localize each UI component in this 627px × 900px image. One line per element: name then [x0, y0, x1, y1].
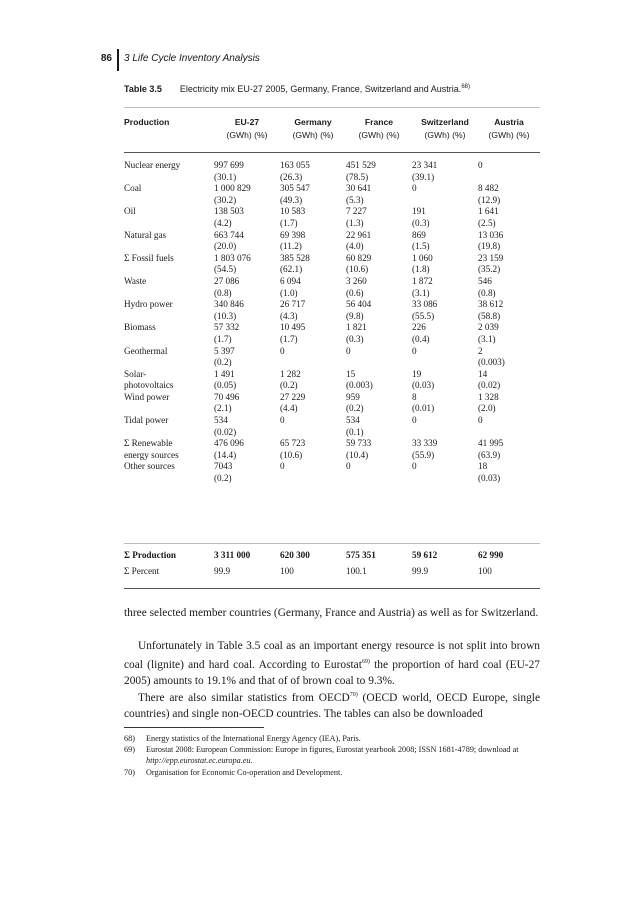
table-row — [124, 438, 540, 450]
table-row — [124, 253, 540, 265]
table-row — [124, 461, 540, 473]
totals-row — [124, 547, 540, 563]
totals-cell-switzerland: 59 612 — [412, 550, 438, 560]
row-label — [124, 311, 214, 323]
row-label — [124, 427, 214, 439]
cell-austria: (2.0) — [478, 403, 496, 414]
table-label: Table 3.5 — [124, 84, 162, 94]
row-label — [124, 264, 214, 276]
cell-eu27: 997 699 — [214, 160, 244, 170]
cell-switzerland: 0 — [412, 415, 417, 426]
cell-france: (10.6) — [346, 264, 369, 275]
cell-austria: 41 995 — [478, 438, 504, 449]
cell-austria: 1 328 — [478, 391, 499, 402]
table-row — [124, 403, 540, 415]
footnote — [124, 733, 540, 744]
footnote — [124, 767, 540, 778]
cell-eu27: 70 496 — [214, 391, 240, 402]
paragraph-3-text-b: (OECD world, OECD Europe, single countries) and single non-OECD countries. The tables can also be downloaded — [124, 691, 540, 721]
totals-cell-eu27: 99.9 — [214, 566, 231, 576]
cell-germany: (1.7) — [280, 217, 298, 228]
cell-switzerland: (1.8) — [412, 264, 430, 275]
table-totals — [124, 547, 540, 579]
body-paragraph-2 — [124, 638, 540, 690]
table-totals-rule — [124, 543, 540, 544]
cell-eu27: (0.2) — [214, 473, 232, 484]
cell-switzerland — [412, 427, 478, 439]
row-label: Biomass — [124, 322, 156, 333]
cell-germany — [280, 427, 346, 439]
cell-austria: (0.003) — [478, 357, 505, 368]
footnote-rule — [124, 727, 264, 728]
row-label: photovoltaics — [124, 380, 174, 391]
cell-eu27: (1.7) — [214, 333, 232, 344]
cell-eu27: (20.0) — [214, 241, 237, 252]
row-label — [124, 403, 214, 415]
cell-switzerland: 8 — [412, 391, 417, 402]
row-label — [124, 334, 214, 346]
cell-austria: 14 — [478, 368, 488, 379]
cell-switzerland: (0.01) — [412, 403, 435, 414]
cell-france: 30 641 — [346, 183, 372, 194]
cell-switzerland: 0 — [412, 345, 417, 356]
cell-germany: 27 229 — [280, 391, 306, 402]
footnote-text: Organisation for Economic Co-operation and Development. — [146, 767, 343, 777]
footnote-ref: 69) — [361, 659, 370, 666]
cell-eu27: (14.4) — [214, 449, 237, 460]
cell-france: (0.3) — [346, 333, 364, 344]
totals-cell-germany: 620 300 — [280, 550, 310, 560]
cell-france: 15 — [346, 368, 356, 379]
cell-eu27: (0.2) — [214, 357, 232, 368]
cell-germany: 0 — [280, 461, 285, 472]
cell-germany: 65 723 — [280, 438, 306, 449]
cell-germany — [280, 357, 346, 369]
cell-germany: 305 547 — [280, 183, 310, 194]
cell-switzerland: 0 — [412, 461, 417, 472]
column-header-switzerland: Switzerland (GWh) (%) — [421, 117, 469, 140]
totals-label: Σ Production — [124, 550, 177, 560]
cell-switzerland: (55.9) — [412, 449, 435, 460]
totals-cell-germany: 100 — [280, 566, 294, 576]
paragraph-2-text-a: Unfortunately in Table 3.5 coal as an important energy resource is not split into brown coal (lignite) and hard coal. According to Eurostat — [124, 640, 540, 672]
cell-eu27: 1 491 — [214, 368, 235, 379]
cell-switzerland: (39.1) — [412, 171, 435, 182]
paragraph-3-text-a: There are also similar statistics from OECD — [138, 691, 350, 704]
cell-eu27: (54.5) — [214, 264, 237, 275]
row-label: energy sources — [124, 449, 179, 460]
cell-switzerland: 33 339 — [412, 438, 438, 449]
table-row — [124, 241, 540, 253]
cell-austria: (63.9) — [478, 449, 501, 460]
row-label: Hydro power — [124, 299, 173, 310]
row-label: Waste — [124, 275, 147, 286]
cell-france: (0.1) — [346, 426, 364, 437]
cell-germany: (0.2) — [280, 380, 298, 391]
footnote-ref: 70) — [349, 692, 358, 698]
row-label — [124, 218, 214, 230]
totals-cell-france: 100.1 — [346, 566, 367, 576]
cell-france: (0.6) — [346, 287, 364, 298]
cell-france — [346, 357, 412, 369]
table-row — [124, 264, 540, 276]
cell-austria: (19.8) — [478, 241, 501, 252]
cell-germany: (11.2) — [280, 241, 302, 252]
row-label: Tidal power — [124, 415, 169, 426]
cell-eu27: (0.05) — [214, 380, 237, 391]
table-row — [124, 357, 540, 369]
table-body — [124, 160, 540, 485]
row-label: Geothermal — [124, 345, 168, 356]
cell-france: (0.2) — [346, 403, 364, 414]
table-row — [124, 276, 540, 288]
cell-switzerland: 869 — [412, 229, 426, 240]
row-label — [124, 288, 214, 300]
cell-eu27: 7043 — [214, 461, 233, 472]
cell-france: (4.0) — [346, 241, 364, 252]
row-label: Σ Fossil fuels — [124, 252, 174, 263]
cell-france: 7 227 — [346, 206, 367, 217]
cell-france: 3 260 — [346, 275, 367, 286]
footnotes — [124, 733, 540, 778]
cell-germany: 6 094 — [280, 275, 301, 286]
column-header-austria: Austria (GWh) (%) — [488, 117, 530, 140]
cell-switzerland: 23 341 — [412, 160, 438, 170]
cell-france: 59 733 — [346, 438, 372, 449]
cell-switzerland: (0.03) — [412, 380, 435, 391]
row-label: Other sources — [124, 461, 175, 472]
cell-austria: (2.5) — [478, 217, 496, 228]
table-row — [124, 450, 540, 462]
column-header-eu27: EU-27 (GWh) (%) — [226, 117, 268, 140]
paragraph-2-text-b: the proportion of hard coal (EU-27 2005) amounts to 19.1% and that of of brown coal to 9.3%. — [124, 659, 540, 688]
table-row — [124, 299, 540, 311]
table-top-rule — [124, 107, 540, 108]
cell-switzerland: 191 — [412, 206, 426, 217]
cell-germany: 385 528 — [280, 252, 310, 263]
cell-switzerland: (55.5) — [412, 310, 435, 321]
cell-germany: 26 717 — [280, 299, 306, 310]
table-row — [124, 380, 540, 392]
row-label: Nuclear energy — [124, 160, 181, 170]
row-label: Σ Renewable — [124, 438, 173, 449]
cell-austria: 1 641 — [478, 206, 499, 217]
cell-france: (1.3) — [346, 217, 364, 228]
column-header-france: France (GWh) (%) — [358, 117, 400, 140]
cell-france: 451 529 — [346, 160, 376, 170]
footnote-url: http://epp.eurostat.ec.europa.eu. — [146, 756, 253, 766]
row-label — [124, 473, 214, 485]
cell-eu27: (30.2) — [214, 194, 237, 205]
cell-germany: (26.3) — [280, 171, 303, 182]
cell-austria: 546 — [478, 275, 492, 286]
table-row — [124, 206, 540, 218]
cell-austria: 2 — [478, 345, 483, 356]
cell-france: 959 — [346, 391, 360, 402]
table-row — [124, 427, 540, 439]
running-header — [0, 49, 627, 73]
cell-switzerland: 1 872 — [412, 275, 433, 286]
cell-eu27: 534 — [214, 415, 228, 426]
cell-eu27: 5 397 — [214, 345, 235, 356]
cell-austria: (0.03) — [478, 473, 501, 484]
table-row — [124, 392, 540, 404]
page-number: 86 — [100, 53, 112, 64]
totals-cell-eu27: 3 311 000 — [214, 550, 251, 560]
cell-germany: 0 — [280, 345, 285, 356]
cell-switzerland: (3.1) — [412, 287, 430, 298]
cell-eu27: (4.2) — [214, 217, 232, 228]
cell-switzerland: (0.4) — [412, 333, 430, 344]
table-row — [124, 288, 540, 300]
cell-austria: (0.8) — [478, 287, 496, 298]
cell-france: 534 — [346, 415, 360, 426]
cell-france: 22 961 — [346, 229, 372, 240]
cell-eu27: 1 803 076 — [214, 252, 251, 263]
row-label: Oil — [124, 206, 136, 217]
cell-switzerland: (0.3) — [412, 217, 430, 228]
cell-france: 56 404 — [346, 299, 372, 310]
cell-austria: 8 482 — [478, 183, 499, 194]
cell-austria — [478, 427, 540, 439]
table-row — [124, 346, 540, 358]
totals-cell-france: 575 351 — [346, 550, 376, 560]
cell-austria: 0 — [478, 160, 483, 170]
table-row — [124, 311, 540, 323]
cell-austria: 13 036 — [478, 229, 504, 240]
cell-eu27: (10.3) — [214, 310, 237, 321]
row-label — [124, 195, 214, 207]
cell-austria: 2 039 — [478, 322, 499, 333]
footnote-text: Energy statistics of the International Energy Agency (IEA), Paris. — [146, 734, 361, 743]
row-label — [124, 172, 214, 184]
cell-austria: (35.2) — [478, 264, 501, 275]
cell-germany: (62.1) — [280, 264, 303, 275]
cell-germany: (49.3) — [280, 194, 303, 205]
cell-switzerland — [412, 357, 478, 369]
table-row — [124, 334, 540, 346]
footnote-text: Eurostat 2008: European Commission: Europe in figures, Eurostat yearbook 2008; ISSN 1681-4789; download at — [146, 745, 519, 755]
cell-germany: (1.7) — [280, 333, 298, 344]
cell-eu27: 663 744 — [214, 229, 244, 240]
row-label: Natural gas — [124, 229, 167, 240]
cell-germany: (4.3) — [280, 310, 298, 321]
cell-eu27: (2.1) — [214, 403, 232, 414]
table-bottom-rule — [124, 588, 540, 589]
cell-switzerland — [412, 195, 478, 207]
row-label — [124, 357, 214, 369]
footnote-ref: 68) — [461, 84, 470, 90]
cell-germany — [280, 473, 346, 485]
table-row — [124, 183, 540, 195]
table-row — [124, 172, 540, 184]
column-header-production: Production — [124, 117, 170, 127]
cell-france: (10.4) — [346, 449, 369, 460]
table-row — [124, 415, 540, 427]
header-divider — [117, 49, 119, 71]
table-header — [124, 116, 540, 142]
cell-france: (0.003) — [346, 380, 373, 391]
cell-france: (5.3) — [346, 194, 364, 205]
cell-switzerland: 226 — [412, 322, 426, 333]
table-row — [124, 322, 540, 334]
cell-eu27: 57 332 — [214, 322, 240, 333]
footnote-number: 68) — [124, 734, 135, 743]
cell-eu27: 340 846 — [214, 299, 244, 310]
running-title: 3 Life Cycle Inventory Analysis — [124, 53, 260, 64]
cell-france: 60 829 — [346, 252, 372, 263]
table-row — [124, 160, 540, 172]
cell-germany: 163 055 — [280, 160, 310, 170]
cell-austria: (3.1) — [478, 333, 496, 344]
cell-eu27: (30.1) — [214, 171, 237, 182]
cell-eu27: (0.02) — [214, 426, 237, 437]
cell-germany: 1 282 — [280, 368, 301, 379]
cell-switzerland: 0 — [412, 183, 417, 194]
cell-france — [346, 473, 412, 485]
cell-austria: (58.8) — [478, 310, 501, 321]
cell-france: (9.8) — [346, 310, 364, 321]
table-row — [124, 230, 540, 242]
row-label: Wind power — [124, 391, 170, 402]
totals-cell-switzerland: 99.9 — [412, 566, 429, 576]
footnote — [124, 744, 540, 766]
cell-eu27: 1 000 829 — [214, 183, 251, 194]
cell-eu27: 138 503 — [214, 206, 244, 217]
cell-switzerland: 33 086 — [412, 299, 438, 310]
cell-eu27: (0.8) — [214, 287, 232, 298]
body-paragraph-3 — [124, 687, 540, 722]
cell-germany: (4.4) — [280, 403, 298, 414]
cell-germany: 69 398 — [280, 229, 306, 240]
cell-switzerland: (1.5) — [412, 241, 430, 252]
cell-eu27: 27 086 — [214, 275, 240, 286]
cell-france: 0 — [346, 345, 351, 356]
cell-switzerland — [412, 473, 478, 485]
footnote-number: 69) — [124, 745, 135, 755]
cell-austria: (12.9) — [478, 194, 501, 205]
cell-switzerland: 19 — [412, 368, 422, 379]
cell-germany: 10 583 — [280, 206, 306, 217]
cell-germany: (10.6) — [280, 449, 303, 460]
row-label: Coal — [124, 183, 142, 194]
table-caption — [124, 84, 470, 94]
table-caption-text: Electricity mix EU-27 2005, Germany, France, Switzerland and Austria. — [179, 84, 462, 94]
cell-austria: 18 — [478, 461, 488, 472]
cell-eu27: 476 096 — [214, 438, 244, 449]
cell-austria: 23 159 — [478, 252, 504, 263]
cell-france: 1 821 — [346, 322, 367, 333]
row-label — [124, 241, 214, 253]
cell-germany: (1.0) — [280, 287, 298, 298]
cell-france: 0 — [346, 461, 351, 472]
totals-label: Σ Percent — [124, 566, 160, 576]
cell-austria: 0 — [478, 415, 483, 426]
totals-row — [124, 563, 540, 579]
cell-germany: 0 — [280, 415, 285, 426]
totals-cell-austria: 62 990 — [478, 550, 504, 560]
row-label: Solar- — [124, 368, 147, 379]
footnote-number: 70) — [124, 767, 135, 777]
cell-austria — [478, 172, 540, 184]
table-row — [124, 195, 540, 207]
body-paragraph-1: three selected member countries (Germany, France and Austria) as well as for Switzerland. — [124, 607, 539, 619]
totals-cell-austria: 100 — [478, 566, 492, 576]
cell-austria: 38 612 — [478, 299, 504, 310]
cell-germany: 10 495 — [280, 322, 306, 333]
table-row — [124, 369, 540, 381]
cell-switzerland: 1 060 — [412, 252, 433, 263]
cell-france: (78.5) — [346, 171, 369, 182]
table-row — [124, 218, 540, 230]
column-header-germany: Germany (GWh) (%) — [292, 117, 334, 140]
table-row — [124, 473, 540, 485]
table-header-rule — [124, 152, 540, 153]
cell-austria: (0.02) — [478, 380, 501, 391]
